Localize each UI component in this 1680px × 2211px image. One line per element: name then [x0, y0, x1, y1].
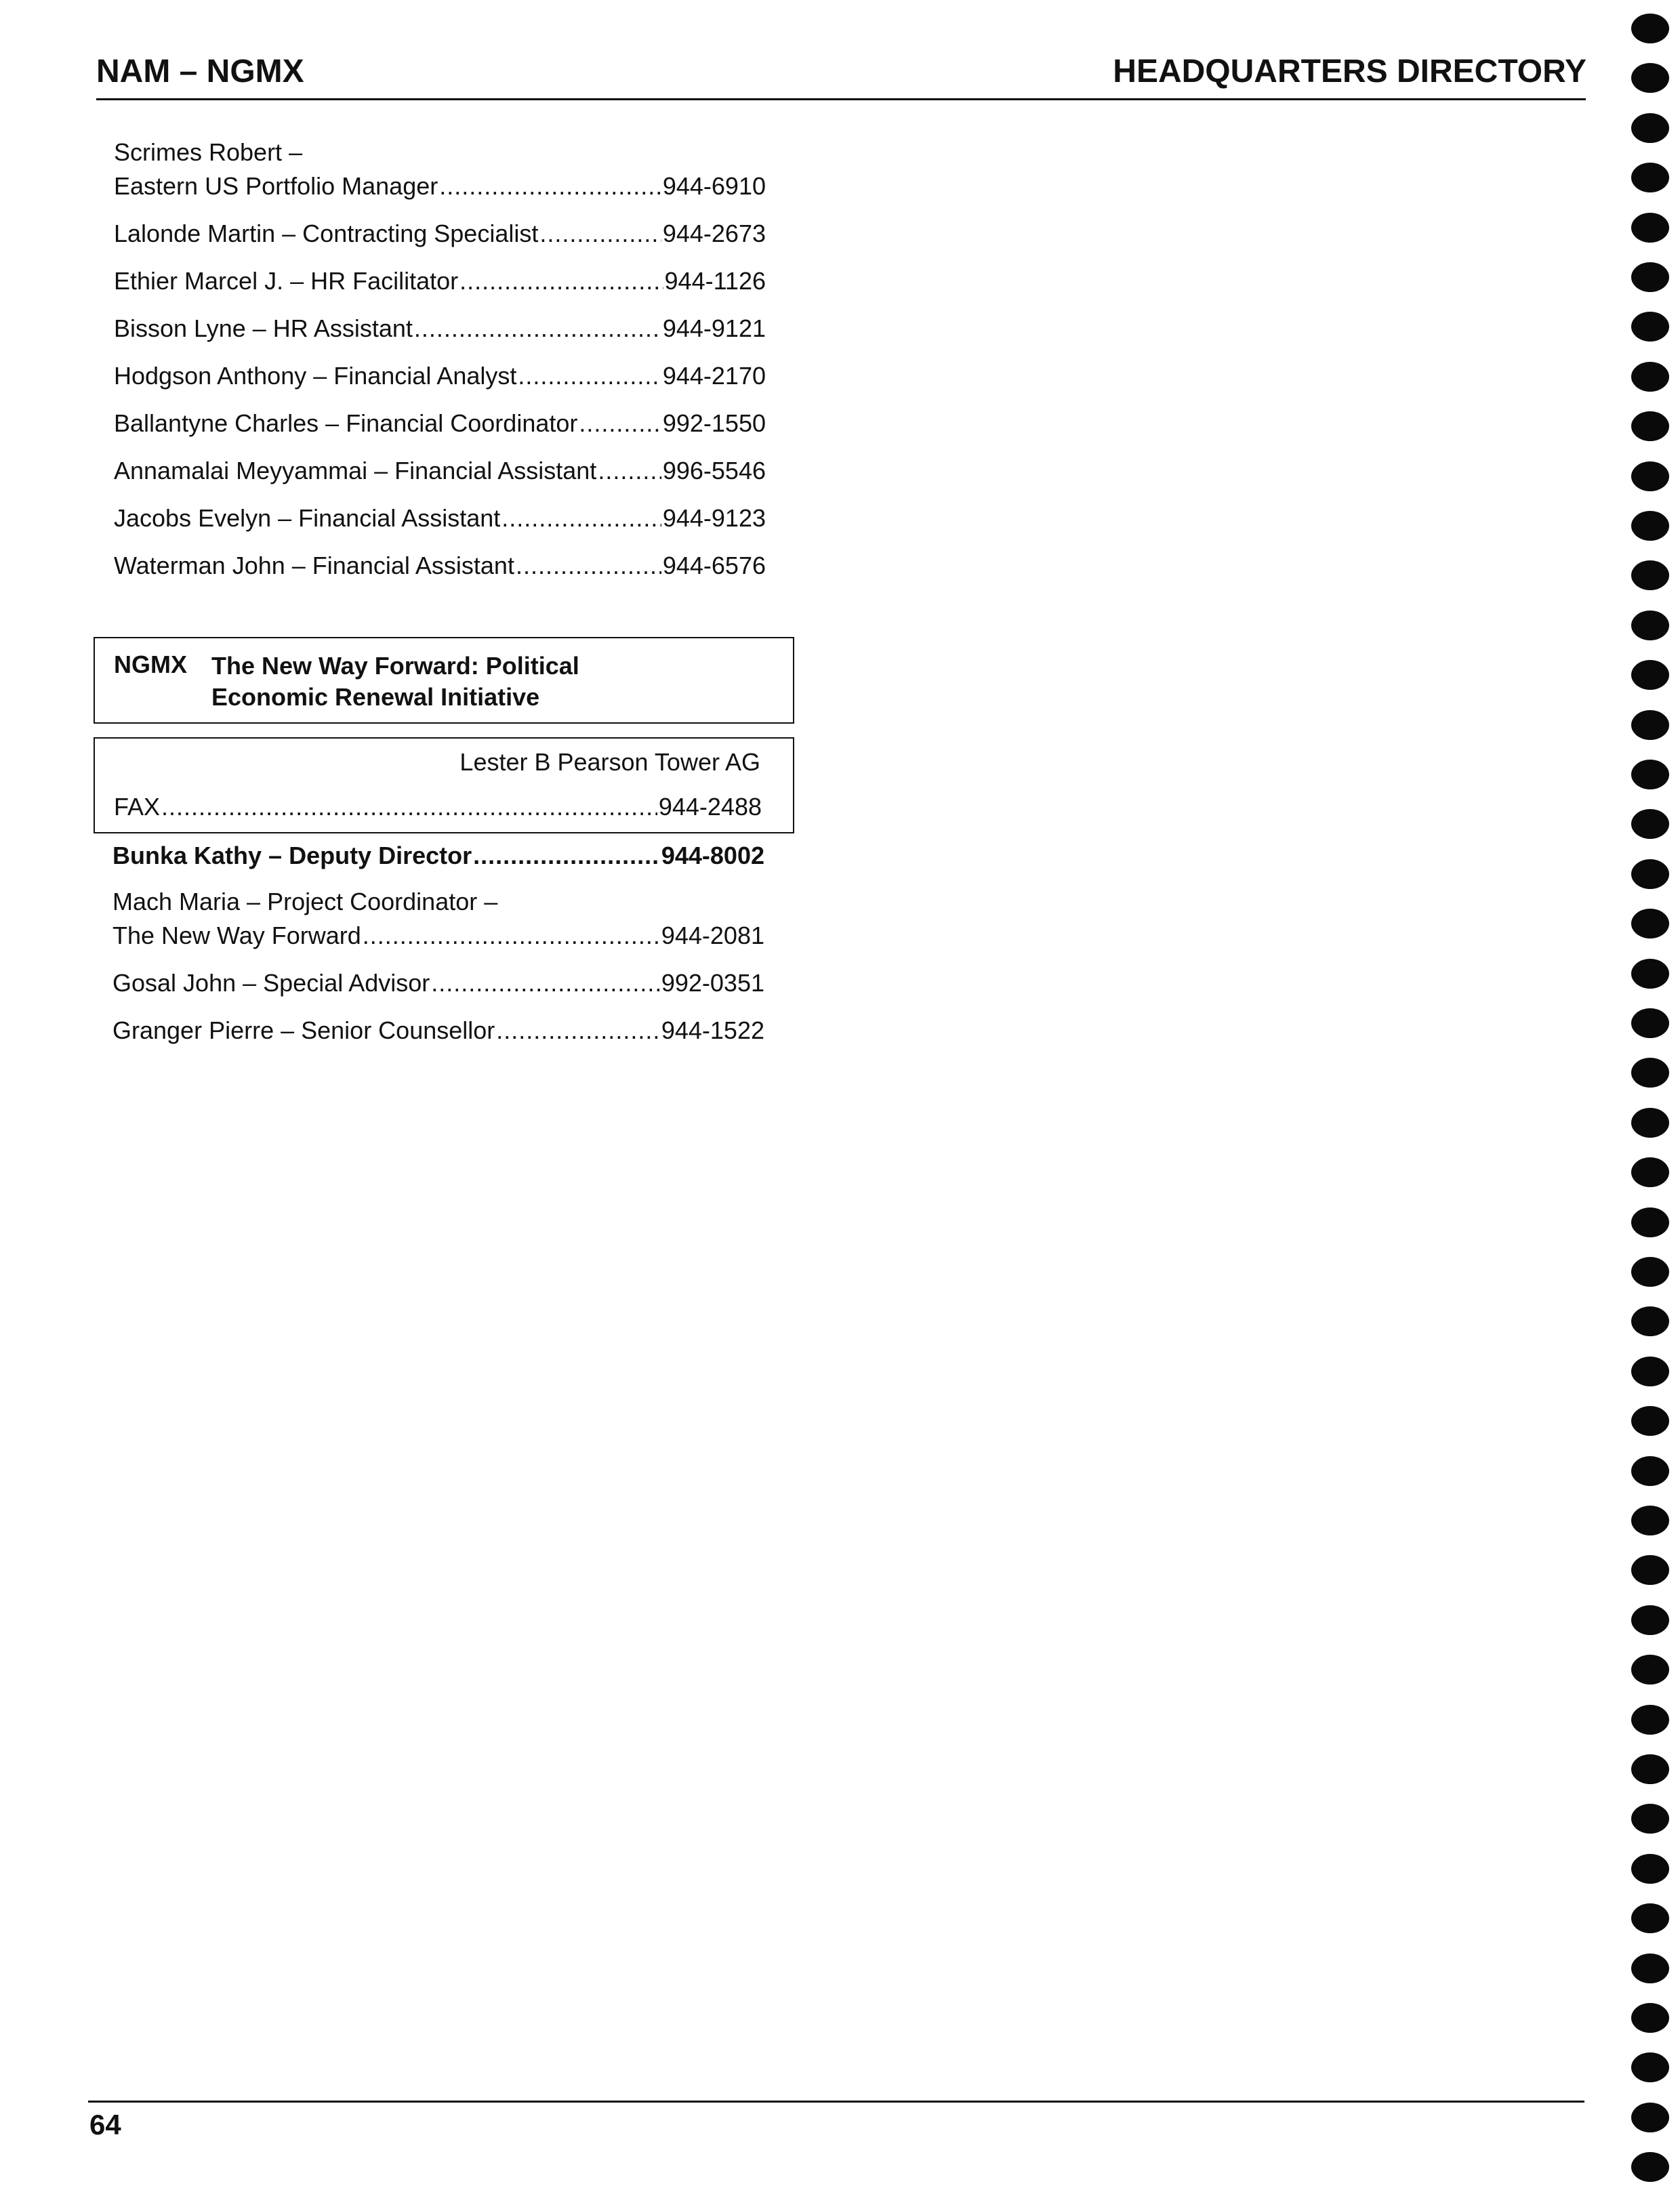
entry-phone: 996-5546	[662, 457, 766, 484]
entry-phone: 944-8002	[661, 842, 764, 869]
entry-label: Annamalai Meyyammai – Financial Assistant	[114, 457, 597, 484]
binding-hole	[1631, 1506, 1669, 1535]
directory-entry	[114, 359, 766, 393]
dot-leader	[439, 169, 661, 203]
binding-hole	[1631, 1854, 1669, 1884]
entry-phone: 992-0351	[661, 969, 764, 997]
header-rule	[96, 98, 1586, 100]
entry-label: Hodgson Anthony – Financial Analyst	[114, 362, 517, 390]
entry-label: Granger Pierre – Senior Counsellor	[112, 1016, 495, 1044]
binding-hole	[1631, 163, 1669, 192]
dot-leader	[516, 549, 661, 583]
dot-leader	[161, 793, 657, 821]
dot-leader	[459, 264, 663, 298]
footer-rule	[88, 2101, 1584, 2103]
entry-name-line: Scrimes Robert –	[114, 138, 303, 166]
binding-hole	[1631, 1008, 1669, 1038]
fax-label: FAX	[114, 793, 161, 821]
binding-hole	[1631, 1406, 1669, 1436]
binding-hole	[1631, 1306, 1669, 1336]
binding-hole	[1631, 1705, 1669, 1735]
dot-leader	[539, 217, 661, 251]
directory-entry	[114, 312, 766, 346]
directory-entry	[114, 264, 766, 298]
dot-leader	[473, 839, 660, 873]
binding-hole	[1631, 1903, 1669, 1933]
binding-hole	[1631, 113, 1669, 143]
section-title	[211, 650, 579, 713]
entry-phone: 944-2081	[661, 922, 764, 949]
binding-hole	[1631, 213, 1669, 243]
binding-hole	[1631, 760, 1669, 789]
binding-hole	[1631, 511, 1669, 541]
entry-phone: 992-1550	[662, 409, 766, 437]
binding-hole	[1631, 2103, 1669, 2132]
binding-hole	[1631, 1804, 1669, 1834]
dot-leader	[363, 919, 660, 953]
dot-leader	[496, 1014, 660, 1048]
binding-hole	[1631, 1108, 1669, 1138]
directory-entry	[112, 885, 764, 953]
binding-hole	[1631, 1655, 1669, 1685]
entry-phone: 944-1126	[664, 267, 766, 295]
entry-label: Waterman John – Financial Assistant	[114, 552, 514, 579]
directory-entry	[114, 501, 766, 535]
binding-hole	[1631, 362, 1669, 392]
entry-label: Jacobs Evelyn – Financial Assistant	[114, 504, 501, 532]
binding-hole	[1631, 2052, 1669, 2082]
binding-hole	[1631, 1954, 1669, 1983]
directory-entry	[114, 136, 766, 203]
entry-label: The New Way Forward	[112, 922, 361, 949]
directory-entry	[114, 454, 766, 488]
binding-hole	[1631, 809, 1669, 839]
dot-leader	[518, 359, 661, 393]
fax-phone: 944-2488	[658, 793, 762, 821]
entry-phone: 944-6910	[662, 172, 766, 200]
entry-label: Bunka Kathy – Deputy Director	[112, 842, 472, 869]
binding-hole	[1631, 560, 1669, 590]
binding-hole	[1631, 411, 1669, 441]
entry-label: Bisson Lyne – HR Assistant	[114, 314, 413, 342]
entry-phone: 944-2673	[662, 220, 766, 247]
entry-label: Ballantyne Charles – Financial Coordinator	[114, 409, 578, 437]
entry-phone: 944-2170	[662, 362, 766, 390]
binding-hole	[1631, 1058, 1669, 1088]
dot-leader	[431, 966, 660, 1000]
binding-hole	[1631, 2152, 1669, 2182]
binding-hole	[1631, 710, 1669, 740]
binding-hole	[1631, 611, 1669, 640]
binding-hole	[1631, 2003, 1669, 2033]
directory-entry	[112, 839, 764, 873]
binding-strip	[1631, 14, 1671, 2202]
dot-leader	[579, 407, 661, 440]
dot-leader	[414, 312, 661, 346]
entry-row	[114, 169, 766, 203]
dot-leader	[598, 454, 661, 488]
entry-phone: 944-1522	[661, 1016, 764, 1044]
section-title-line: The New Way Forward: Political	[211, 652, 579, 680]
directory-entry	[114, 407, 766, 440]
address-box	[94, 737, 794, 833]
binding-hole	[1631, 63, 1669, 93]
binding-hole	[1631, 1257, 1669, 1287]
binding-hole	[1631, 660, 1669, 690]
binding-hole	[1631, 1605, 1669, 1635]
binding-hole	[1631, 1357, 1669, 1386]
entry-label: Lalonde Martin – Contracting Specialist	[114, 220, 539, 247]
section-address: Lester B Pearson Tower AG	[459, 748, 760, 776]
section-header-box	[94, 637, 794, 724]
binding-hole	[1631, 1157, 1669, 1187]
page-header-left: NAM – NGMX	[96, 54, 304, 89]
binding-hole	[1631, 312, 1669, 342]
entry-phone: 944-9123	[662, 504, 766, 532]
entry-label: Ethier Marcel J. – HR Facilitator	[114, 267, 459, 295]
binding-hole	[1631, 959, 1669, 989]
page-header-right: HEADQUARTERS DIRECTORY	[1113, 54, 1586, 89]
binding-hole	[1631, 262, 1669, 292]
directory-entry	[114, 217, 766, 251]
entry-phone: 944-6576	[662, 552, 766, 579]
binding-hole	[1631, 14, 1669, 43]
binding-hole	[1631, 1456, 1669, 1486]
directory-entry	[112, 966, 764, 1000]
entry-label: Eastern US Portfolio Manager	[114, 172, 438, 200]
entry-phone: 944-9121	[662, 314, 766, 342]
entry-label: Gosal John – Special Advisor	[112, 969, 430, 997]
entry-name-line: Mach Maria – Project Coordinator –	[112, 888, 498, 915]
directory-entry	[114, 549, 766, 583]
section-title-line: Economic Renewal Initiative	[211, 683, 540, 711]
binding-hole	[1631, 859, 1669, 889]
section-code: NGMX	[114, 650, 187, 678]
binding-hole	[1631, 1555, 1669, 1585]
binding-hole	[1631, 909, 1669, 938]
page-number: 64	[89, 2109, 121, 2141]
binding-hole	[1631, 1207, 1669, 1237]
binding-hole	[1631, 1754, 1669, 1784]
directory-entry	[112, 1014, 764, 1048]
fax-row	[114, 793, 762, 821]
binding-hole	[1631, 461, 1669, 491]
dot-leader	[501, 501, 661, 535]
